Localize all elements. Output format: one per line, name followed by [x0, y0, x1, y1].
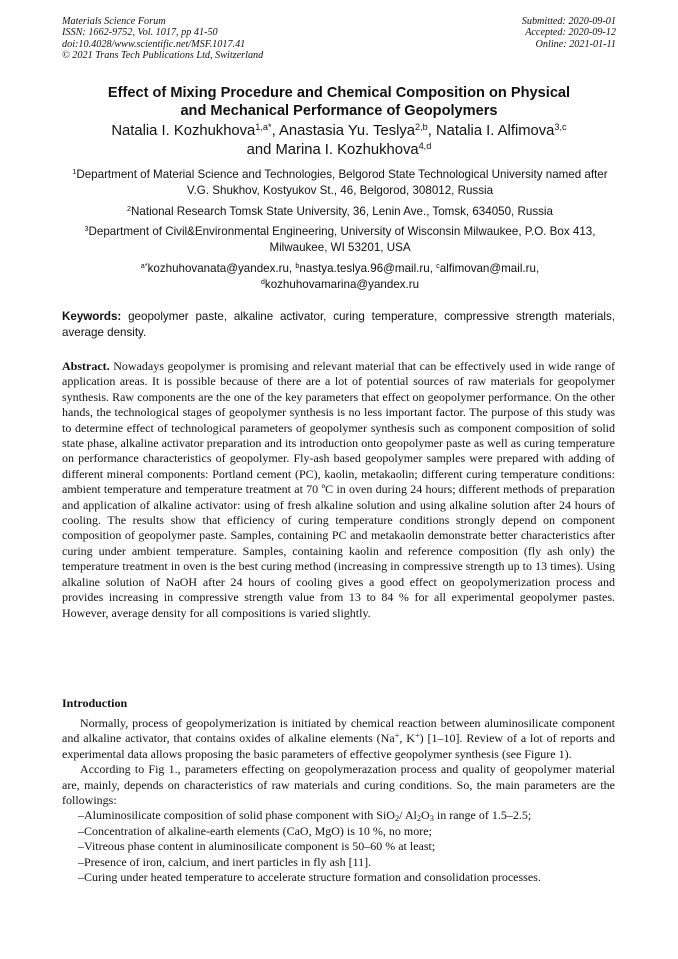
introduction-heading: Introduction — [62, 696, 128, 710]
list-item-text: O — [421, 808, 430, 823]
journal-issn: ISSN: 1662-9752, Vol. 1017, pp 41-50 — [62, 27, 218, 39]
title-line-1: Effect of Mixing Procedure and Chemical Composition on Physical — [107, 85, 571, 101]
superscript: + — [414, 731, 420, 741]
author-emails — [62, 261, 618, 292]
author-affiliation-mark: 4,d — [418, 140, 432, 151]
author-separator: , — [271, 123, 279, 139]
affiliation-2 — [62, 204, 618, 220]
email-mark: c — [436, 261, 440, 271]
author-affiliation-mark: 3,c — [554, 121, 567, 132]
affiliation-mark: 1 — [72, 167, 77, 177]
paragraph-text: Normally, process of geopolymerization is initiated by chemical reaction between aluminosilicate component and alkaline activator, that contains oxides of alkaline elements (Na — [62, 716, 615, 746]
superscript: + — [394, 731, 400, 741]
subscript: 3 — [429, 814, 434, 824]
list-item-text: / Al — [399, 808, 417, 823]
author-name: Natalia I. Kozhukhova — [111, 123, 256, 139]
journal-doi[interactable]: doi:10.4028/www.scientific.net/MSF.1017.41 — [62, 38, 246, 50]
email-line-2 — [62, 277, 618, 293]
email-line-1 — [62, 261, 618, 277]
list-item: –Presence of iron, calcium, and inert particles in fly ash [11]. — [78, 854, 372, 869]
author-name: Natalia I. Alfimova — [435, 123, 555, 139]
introduction-paragraph-2: According to Fig 1., parameters effecting on geopolymerazation process and quality of geopolymer material are, mainly, depends on characteristics of raw materials and curing conditions. So, the main parameters are the followings: — [62, 762, 615, 808]
journal-info — [62, 16, 263, 62]
author-affiliation-mark: 1,a* — [255, 121, 272, 132]
paragraph-text: , K — [399, 731, 415, 746]
abstract-text: Nowadays geopolymer is promising and relevant material that can be effectively used in wide range of application areas. It is possible because of there are a lot of potential sources of raw materials for geopolymer synthesis. Raw components are the one of the key parameters that effect on geopolymer performance. On the other hands, the technological stages of geopolymer synthesis is no less important factor. The purpose of this study was to determine effect of technological parameters of geopolymer synthesis such as component composition of solid state phase, alkaline activator preparation and its introduction onto geopolymer paste as well as curing temperature on performance characteristics of geopolymer. Fly-ash based geopolymer samples were prepared with adding of different mineral components: Portland cement (PC), kaolin, metakaolin; different curing temperature conditions: ambient temperature and temperature treatment at 70 ºC in oven during 24 hours; different methods of preparation and application of alkaline activator: using of fresh alkaline solution and using alkaline solution after 24 hours of cooling. The results show that efficiency of curing temperature conditions strongly depend on component composition of geopolymer paste. Samples, containing PC and metakaolin demonstrate better characteristics after curing under ambient temperature. Samples, containing kaolin and reference composition (fly ash only) the temperature treatment in oven is the best curing method (increasing in compressive strength up to 13 times). Using alkaline solution of NaOH after 24 hours of cooling gives a good effect on geopolymerization process and provides increasing in compressive strength value from 13 to 84 % for all experimental geopolymer pastes. However, average density for all compositions is varied slightly. — [62, 359, 615, 620]
keywords-label: Keywords: — [62, 310, 122, 323]
list-item-text: in range of 1.5–2.5; — [433, 808, 532, 823]
email-mark: a* — [140, 261, 148, 271]
affiliation-text: National Research Tomsk State University, 36, Lenin Ave., Tomsk, 634050, Russia — [131, 205, 553, 218]
author-name: Anastasia Yu. Teslya — [279, 123, 416, 139]
introduction-body — [62, 716, 615, 885]
author-line-1 — [40, 122, 638, 141]
list-item: –Concentration of alkaline-earth elements (CaO, MgO) is 10 %, no more; — [78, 823, 432, 838]
email-mark: d — [260, 276, 265, 286]
author-affiliation-mark: 2,b — [415, 121, 428, 132]
subscript: 2 — [416, 814, 422, 824]
abstract-label: Abstract. — [62, 359, 110, 373]
keywords-section — [62, 309, 615, 340]
email-mark: b — [295, 261, 300, 271]
affiliation-3 — [62, 224, 618, 255]
email-link[interactable]: alfimovan@mail.ru — [439, 262, 536, 275]
accepted-date: Accepted: 2020-09-12 — [525, 27, 616, 39]
email-link[interactable]: nastya.teslya.96@mail.ru — [299, 262, 430, 275]
affiliation-mark: 2 — [127, 204, 132, 214]
email-separator: , — [535, 262, 540, 275]
affiliation-text: Department of Civil&Environmental Engineering, University of Wisconsin Milwaukee, P.O. Box 413, Milwaukee, WI 53201, USA — [88, 225, 596, 254]
email-link[interactable]: kozhuhovamarina@yandex.ru — [264, 277, 420, 291]
paragraph-text: ) [1–10]. Review of a lot of reports and experimental data allows proposing the basic parameters of effective geopolymer synthesis (see Figure 1). — [62, 731, 615, 761]
journal-name: Materials Science Forum — [62, 16, 166, 27]
affiliation-1 — [62, 167, 618, 198]
title-line-2: and Mechanical Performance of Geopolymers — [180, 103, 498, 119]
author-list — [40, 122, 638, 160]
list-item — [62, 808, 615, 823]
subscript: 2 — [394, 814, 400, 824]
affiliation-text: Department of Material Science and Technologies, Belgorod State Technological University named after V.G. Shukhov, Kostyukov St., 46, Belgorod, 308012, Russia — [76, 168, 608, 197]
online-date: Online: 2021-01-11 — [535, 38, 616, 50]
abstract-section — [62, 359, 615, 621]
paper-title — [40, 84, 638, 120]
email-separator: , — [429, 262, 437, 275]
submission-dates — [522, 16, 616, 50]
list-item-text: –Aluminosilicate composition of solid phase component with SiO — [78, 808, 395, 823]
email-separator: , — [288, 262, 296, 275]
email-link[interactable]: kozhuhovanata@yandex.ru — [147, 262, 289, 275]
keywords-text: geopolymer paste, alkaline activator, curing temperature, compressive strength materials, average density. — [62, 310, 615, 339]
parameter-list — [62, 808, 615, 885]
journal-copyright: © 2021 Trans Tech Publications Ltd, Switzerland — [62, 50, 264, 62]
author-name: and Marina I. Kozhukhova — [246, 142, 419, 158]
list-item: –Vitreous phase content in aluminosilicate component is 50–60 % at least; — [78, 839, 436, 854]
submitted-date: Submitted: 2020-09-01 — [521, 16, 616, 27]
list-item: –Curing under heated temperature to accelerate structure formation and consolidation processes. — [78, 870, 541, 885]
affiliation-mark: 3 — [84, 224, 89, 234]
author-separator: , — [427, 123, 436, 139]
author-line-2 — [40, 141, 638, 160]
introduction-paragraph-1 — [62, 716, 615, 762]
